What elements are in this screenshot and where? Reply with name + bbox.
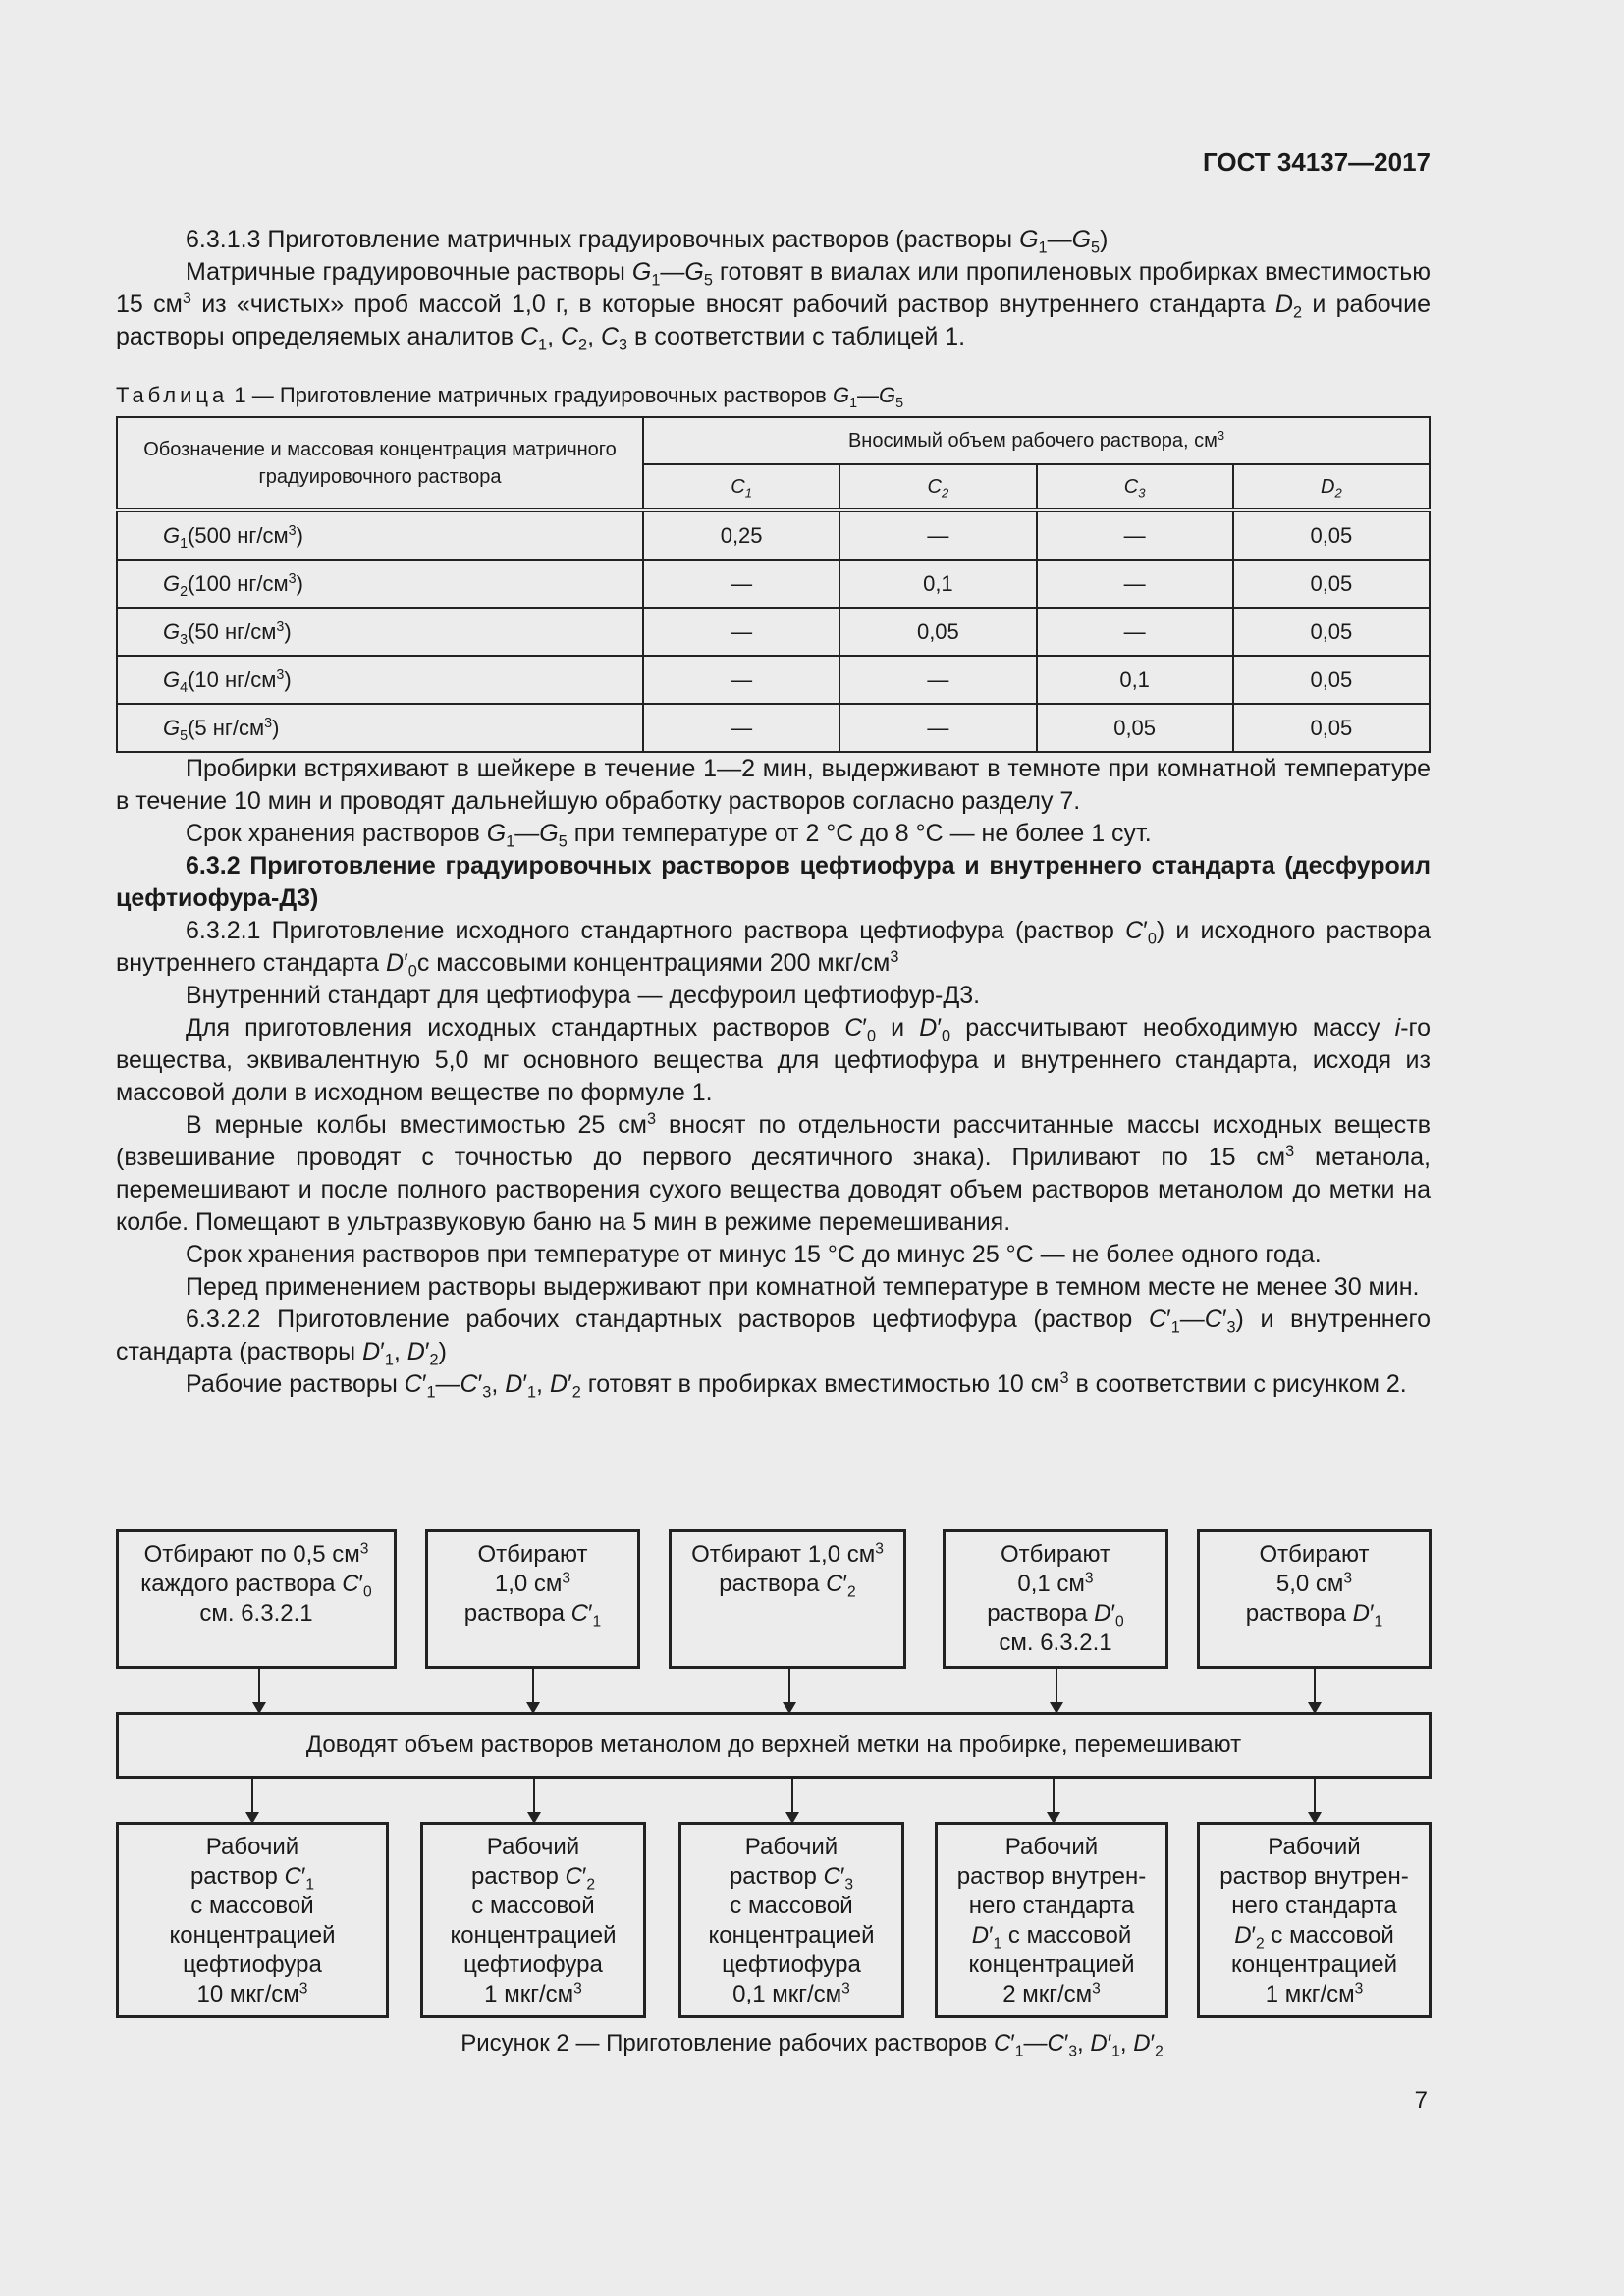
table-cell-c1: — [643,704,839,752]
table-cell-c2: — [839,656,1036,704]
flow-box-take-c1: Отбирают 1,0 $см^3$ раствора $C'_1$ [425,1529,640,1669]
table-header-d2: $D_2$ [1233,464,1430,510]
flow-arrow [1056,1669,1057,1712]
standard-header: ГОСТ 34137—2017 [1203,147,1431,177]
table-cell-d2: 0,05 [1233,656,1430,704]
table-cell-d2: 0,05 [1233,704,1430,752]
table-header-c2: $C_2$ [839,464,1036,510]
paragraph-storage: Срок хранения растворов при температуре от минус 15 °С до минус 25 °С — не более одного года. [186,1241,1322,1268]
table-cell-d2: 0,05 [1233,510,1430,560]
flow-arrow [791,1779,793,1822]
table-row [117,704,1430,752]
flow-arrow [532,1669,534,1712]
table-cell-solution: $G_3(50$ $нг/см^3$) [117,608,643,656]
flow-box-result-c2: Рабочий раствор $C'_2$ с массовой концентрацией цефтиофура 1 мкг/$см^3$ [420,1822,646,2018]
table-cell-c3: — [1037,608,1233,656]
flow-box-take-d0: Отбирают 0,1 $см^3$ раствора $D'_0$ см. 6.3.2.1 [943,1529,1168,1669]
table-cell-c1: — [643,608,839,656]
flow-arrow [788,1669,790,1712]
paragraph-flasks: В мерные колбы вместимостью 25 $см^3$ вносят по отдельности рассчитанные массы исходных веществ (взвешивание проводят с точностью до первого десятичного знака). Приливают по 15 $см^3$ метанола, перемешивают и после полного растворения сухого вещества доводят объем растворов метанолом до метки на колбе. Помещают в ультразвуковую баню на 5 мин в режиме перемешивания. [116,1110,1432,1236]
table-cell-c1: — [643,560,839,608]
paragraph-before-use: Перед применением растворы выдерживают при комнатной температуре в темном месте не менее 30 мин. [186,1273,1420,1301]
flow-box-result-c3: Рабочий раствор $C'_3$ с массовой концентрацией цефтиофура 0,1 мкг/$см^3$ [678,1822,904,2018]
table-row [117,560,1430,608]
page-number: 7 [1414,2087,1428,2113]
table-header-c1: $C_1$ [643,464,839,510]
section-6313-paragraph: Матричные градуировочные растворы $G_1—G_5$ готовят в виалах или пропиленовых пробирках вместимостью 15 $см^3$ из «чистых» проб массой 1,0 г, в которые вносят рабочий раствор внутреннего стандарта $D_2$ и рабочие растворы определяемых аналитов $C_1$, $C_2$, $C_3$ в соответствии с таблицей 1. [116,258,1432,354]
table-cell-c2: 0,1 [839,560,1036,608]
table-cell-c3: — [1037,560,1233,608]
table-cell-solution: $G_2(100$ $нг/см^3$) [117,560,643,608]
flow-box-result-d2: Рабочий раствор внутрен- него стандарта $D'_2$ с массовой концентрацией 1 мкг/$см^3$ [1197,1822,1432,2018]
table-cell-c3: 0,1 [1037,656,1233,704]
table-caption: Таблица 1 — Приготовление матричных градуировочных растворов $G_1—G_5$ [116,383,904,411]
paragraph-working-solutions: Рабочие растворы $C'_1—C'_3$, $D'_1$, $D'_2$ готовят в пробирках вместимостью 10 $см^3$ в соответствии с рисунком 2. [186,1369,1407,1402]
table-row [117,608,1430,656]
table-cell-c2: — [839,510,1036,560]
flow-box-take-d1: Отбирают 5,0 $см^3$ раствора $D'_1$ [1197,1529,1432,1669]
flow-arrow [1314,1669,1316,1712]
flow-box-take-c2: Отбирают 1,0 $см^3$ раствора $C'_2$ [669,1529,906,1669]
section-6321: 6.3.2.1 Приготовление исходного стандартного раствора цефтиофура (раствор $C'_0$) и исходного раствора внутреннего стандарта $D'_0с$ массовыми концентрациями 200 мкг/$см^3$ [116,917,1431,981]
table-row [117,656,1430,704]
flow-box-result-d1: Рабочий раствор внутрен- него стандарта $D'_1$ с массовой концентрацией 2 мкг/$см^3$ [935,1822,1168,2018]
table-row [117,510,1430,560]
table-cell-solution: $G_5(5$ $нг/см^3$) [117,704,643,752]
table-cell-c3: 0,05 [1037,704,1233,752]
body-text [116,224,1431,1401]
table-cell-c2: — [839,704,1036,752]
paragraph-internal-standard: Внутренний стандарт для цефтиофура — десфуроил цефтиофур-Д3. [186,982,981,1009]
paragraph-shaker: Пробирки встряхивают в шейкере в течение 1—2 мин, выдерживают в темноте при комнатной температуре в течение 10 мин и проводят дальнейшую обработку растворов согласно разделу 7. [116,755,1431,815]
flow-arrow [533,1779,535,1822]
flowchart [116,1529,1432,2059]
table-cell-c3: — [1037,510,1233,560]
table-header-designation: Обозначение и массовая концентрация матричного градуировочного раствора [117,417,643,510]
flow-arrow [1314,1779,1316,1822]
flow-box-result-c1: Рабочий раствор $C'_1$ с массовой концентрацией цефтиофура 10 мкг/$см^3$ [116,1822,389,2018]
table-cell-c1: — [643,656,839,704]
flow-arrow [258,1669,260,1712]
flow-arrow [1053,1779,1055,1822]
table-cell-solution: $G_4(10$ $нг/см^3$) [117,656,643,704]
table-cell-solution: $G_1(500$ $нг/см^3$) [117,510,643,560]
table-cell-d2: 0,05 [1233,608,1430,656]
flow-arrow [251,1779,253,1822]
table-header-volume: Вносимый объем рабочего раствора, $см^3$ [643,417,1430,464]
table-cell-d2: 0,05 [1233,560,1430,608]
table-cell-c1: 0,25 [643,510,839,560]
table-header-c3: $C_3$ [1037,464,1233,510]
table-cell-c2: 0,05 [839,608,1036,656]
section-632-title: 6.3.2 Приготовление градуировочных растворов цефтиофура и внутреннего стандарта (десфуроил цефтиофура-Д3) [116,852,1431,912]
flow-box-dilute: Доводят объем растворов метанолом до верхней метки на пробирке, перемешивают [116,1712,1432,1779]
calibration-table [116,416,1431,753]
paragraph-storage-g: Срок хранения растворов $G_1—G_5$ при температуре от 2 °С до 8 °С — не более 1 сут. [186,820,1152,851]
section-6322: 6.3.2.2 Приготовление рабочих стандартных растворов цефтиофура (раствор $C'_1—C'_3$) и внутреннего стандарта (растворы $D'_1$, $D'_2$) [116,1306,1431,1369]
section-6313-title: 6.3.1.3 Приготовление матричных градуировочных растворов (растворы $G_1—G_5$) [186,226,1109,257]
paragraph-preparation: Для приготовления исходных стандартных растворов $C'_0$ и $D'_0$ рассчитывают необходимую массу i-го вещества, эквивалентную 5,0 мг основного вещества для цефтиофура и внутреннего стандарта, исходя из массовой доли в исходном веществе по формуле 1. [116,1014,1432,1106]
flow-box-take-c0: Отбирают по 0,5 $см^3$ каждого раствора $C'_0$ см. 6.3.2.1 [116,1529,397,1669]
figure-caption: Рисунок 2 — Приготовление рабочих растворов $C'_1—C'_3$, $D'_1$, $D'_2$ [460,2030,1164,2060]
